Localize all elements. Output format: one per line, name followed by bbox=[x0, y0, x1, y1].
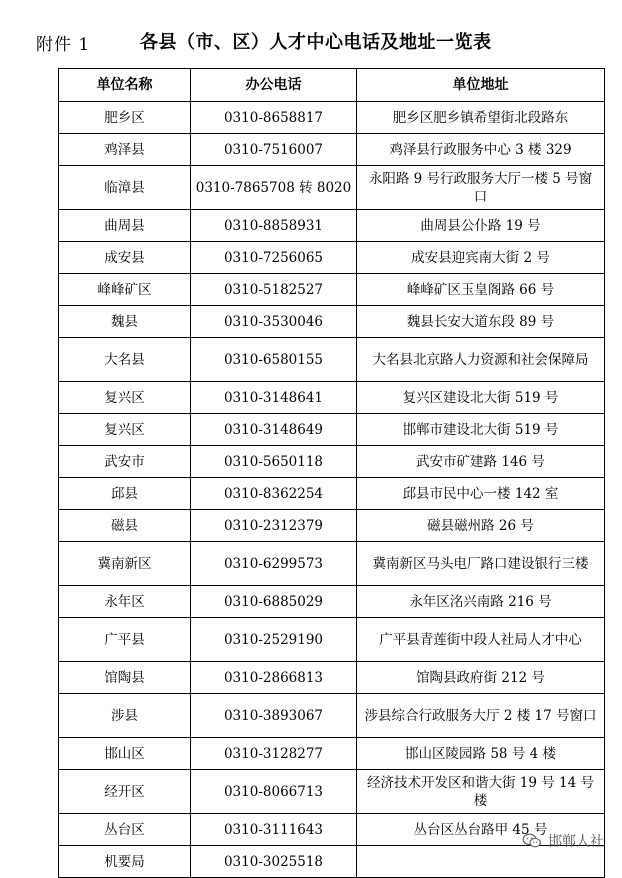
unit-cell: 武安市 bbox=[59, 446, 191, 478]
phone-cell: 0310-3128277 bbox=[191, 738, 357, 770]
address-cell: 武安市矿建路 146 号 bbox=[357, 446, 605, 478]
unit-cell: 经开区 bbox=[59, 770, 191, 814]
unit-cell: 成安县 bbox=[59, 242, 191, 274]
unit-cell: 魏县 bbox=[59, 306, 191, 338]
watermark bbox=[522, 831, 604, 851]
phone-cell: 0310-3148641 bbox=[191, 382, 357, 414]
phone-cell: 0310-7865708 转 8020 bbox=[191, 166, 357, 210]
table-row bbox=[59, 274, 605, 306]
address-cell: 永年区洺兴南路 216 号 bbox=[357, 586, 605, 618]
column-header-unit: 单位名称 bbox=[59, 69, 191, 102]
unit-cell: 峰峰矿区 bbox=[59, 274, 191, 306]
address-cell: 广平县青莲街中段人社局人才中心 bbox=[357, 618, 605, 662]
table-row bbox=[59, 414, 605, 446]
phone-cell: 0310-7516007 bbox=[191, 134, 357, 166]
unit-cell: 临漳县 bbox=[59, 166, 191, 210]
phone-cell: 0310-2866813 bbox=[191, 662, 357, 694]
phone-cell: 0310-6885029 bbox=[191, 586, 357, 618]
table-row bbox=[59, 662, 605, 694]
table-row bbox=[59, 382, 605, 414]
column-header-phone: 办公电话 bbox=[191, 69, 357, 102]
unit-cell: 复兴区 bbox=[59, 414, 191, 446]
table-row bbox=[59, 618, 605, 662]
unit-cell: 复兴区 bbox=[59, 382, 191, 414]
unit-cell: 鸡泽县 bbox=[59, 134, 191, 166]
address-cell: 磁县磁州路 26 号 bbox=[357, 510, 605, 542]
wechat-icon bbox=[522, 833, 542, 849]
table-row bbox=[59, 242, 605, 274]
address-cell: 经济技术开发区和谐大街 19 号 14 号楼 bbox=[357, 770, 605, 814]
contact-table bbox=[58, 68, 605, 878]
unit-cell: 涉县 bbox=[59, 694, 191, 738]
table-row bbox=[59, 694, 605, 738]
address-cell: 邯山区陵园路 58 号 4 楼 bbox=[357, 738, 605, 770]
unit-cell: 丛台区 bbox=[59, 814, 191, 846]
unit-cell: 大名县 bbox=[59, 338, 191, 382]
address-cell: 永阳路 9 号行政服务大厅一楼 5 号窗口 bbox=[357, 166, 605, 210]
table-row bbox=[59, 478, 605, 510]
phone-cell: 0310-6580155 bbox=[191, 338, 357, 382]
address-cell: 冀南新区马头电厂路口建设银行三楼 bbox=[357, 542, 605, 586]
phone-cell: 0310-3893067 bbox=[191, 694, 357, 738]
phone-cell: 0310-5182527 bbox=[191, 274, 357, 306]
table-row bbox=[59, 542, 605, 586]
unit-cell: 曲周县 bbox=[59, 210, 191, 242]
table-row bbox=[59, 338, 605, 382]
unit-cell: 馆陶县 bbox=[59, 662, 191, 694]
table-row bbox=[59, 166, 605, 210]
address-cell: 涉县综合行政服务大厅 2 楼 17 号窗口 bbox=[357, 694, 605, 738]
phone-cell: 0310-8362254 bbox=[191, 478, 357, 510]
address-cell: 魏县长安大道东段 89 号 bbox=[357, 306, 605, 338]
unit-cell: 广平县 bbox=[59, 618, 191, 662]
address-cell: 肥乡区肥乡镇希望街北段路东 bbox=[357, 102, 605, 134]
page-title: 各县（市、区）人才中心电话及地址一览表 bbox=[140, 32, 492, 53]
table-row bbox=[59, 446, 605, 478]
phone-cell: 0310-3025518 bbox=[191, 846, 357, 878]
attachment-label: 附件 1 bbox=[36, 35, 91, 55]
address-cell: 曲周县公仆路 19 号 bbox=[357, 210, 605, 242]
table-row bbox=[59, 210, 605, 242]
phone-cell: 0310-2312379 bbox=[191, 510, 357, 542]
table-row bbox=[59, 134, 605, 166]
watermark-text: 邯郸人社 bbox=[548, 834, 604, 850]
phone-cell: 0310-5650118 bbox=[191, 446, 357, 478]
phone-cell: 0310-3148649 bbox=[191, 414, 357, 446]
unit-cell: 磁县 bbox=[59, 510, 191, 542]
address-cell: 复兴区建设北大街 519 号 bbox=[357, 382, 605, 414]
unit-cell: 冀南新区 bbox=[59, 542, 191, 586]
address-cell: 馆陶县政府街 212 号 bbox=[357, 662, 605, 694]
phone-cell: 0310-2529190 bbox=[191, 618, 357, 662]
table-row bbox=[59, 306, 605, 338]
address-cell: 邯郸市建设北大街 519 号 bbox=[357, 414, 605, 446]
unit-cell: 永年区 bbox=[59, 586, 191, 618]
address-cell: 大名县北京路人力资源和社会保障局 bbox=[357, 338, 605, 382]
unit-cell: 肥乡区 bbox=[59, 102, 191, 134]
table-row bbox=[59, 738, 605, 770]
phone-cell: 0310-8658817 bbox=[191, 102, 357, 134]
table-row bbox=[59, 586, 605, 618]
column-header-address: 单位地址 bbox=[357, 69, 605, 102]
table-row bbox=[59, 510, 605, 542]
unit-cell: 机要局 bbox=[59, 846, 191, 878]
address-cell: 成安县迎宾南大街 2 号 bbox=[357, 242, 605, 274]
unit-cell: 邯山区 bbox=[59, 738, 191, 770]
table-row bbox=[59, 102, 605, 134]
phone-cell: 0310-8858931 bbox=[191, 210, 357, 242]
phone-cell: 0310-7256065 bbox=[191, 242, 357, 274]
phone-cell: 0310-3530046 bbox=[191, 306, 357, 338]
table-row bbox=[59, 770, 605, 814]
address-cell: 丛台区丛台路甲 45 号 bbox=[357, 814, 605, 846]
address-cell: 峰峰矿区玉皇阁路 66 号 bbox=[357, 274, 605, 306]
phone-cell: 0310-8066713 bbox=[191, 770, 357, 814]
address-cell: 鸡泽县行政服务中心 3 楼 329 bbox=[357, 134, 605, 166]
table-header-row bbox=[59, 69, 605, 102]
phone-cell: 0310-3111643 bbox=[191, 814, 357, 846]
unit-cell: 邱县 bbox=[59, 478, 191, 510]
address-cell: 邱县市民中心一楼 142 室 bbox=[357, 478, 605, 510]
phone-cell: 0310-6299573 bbox=[191, 542, 357, 586]
